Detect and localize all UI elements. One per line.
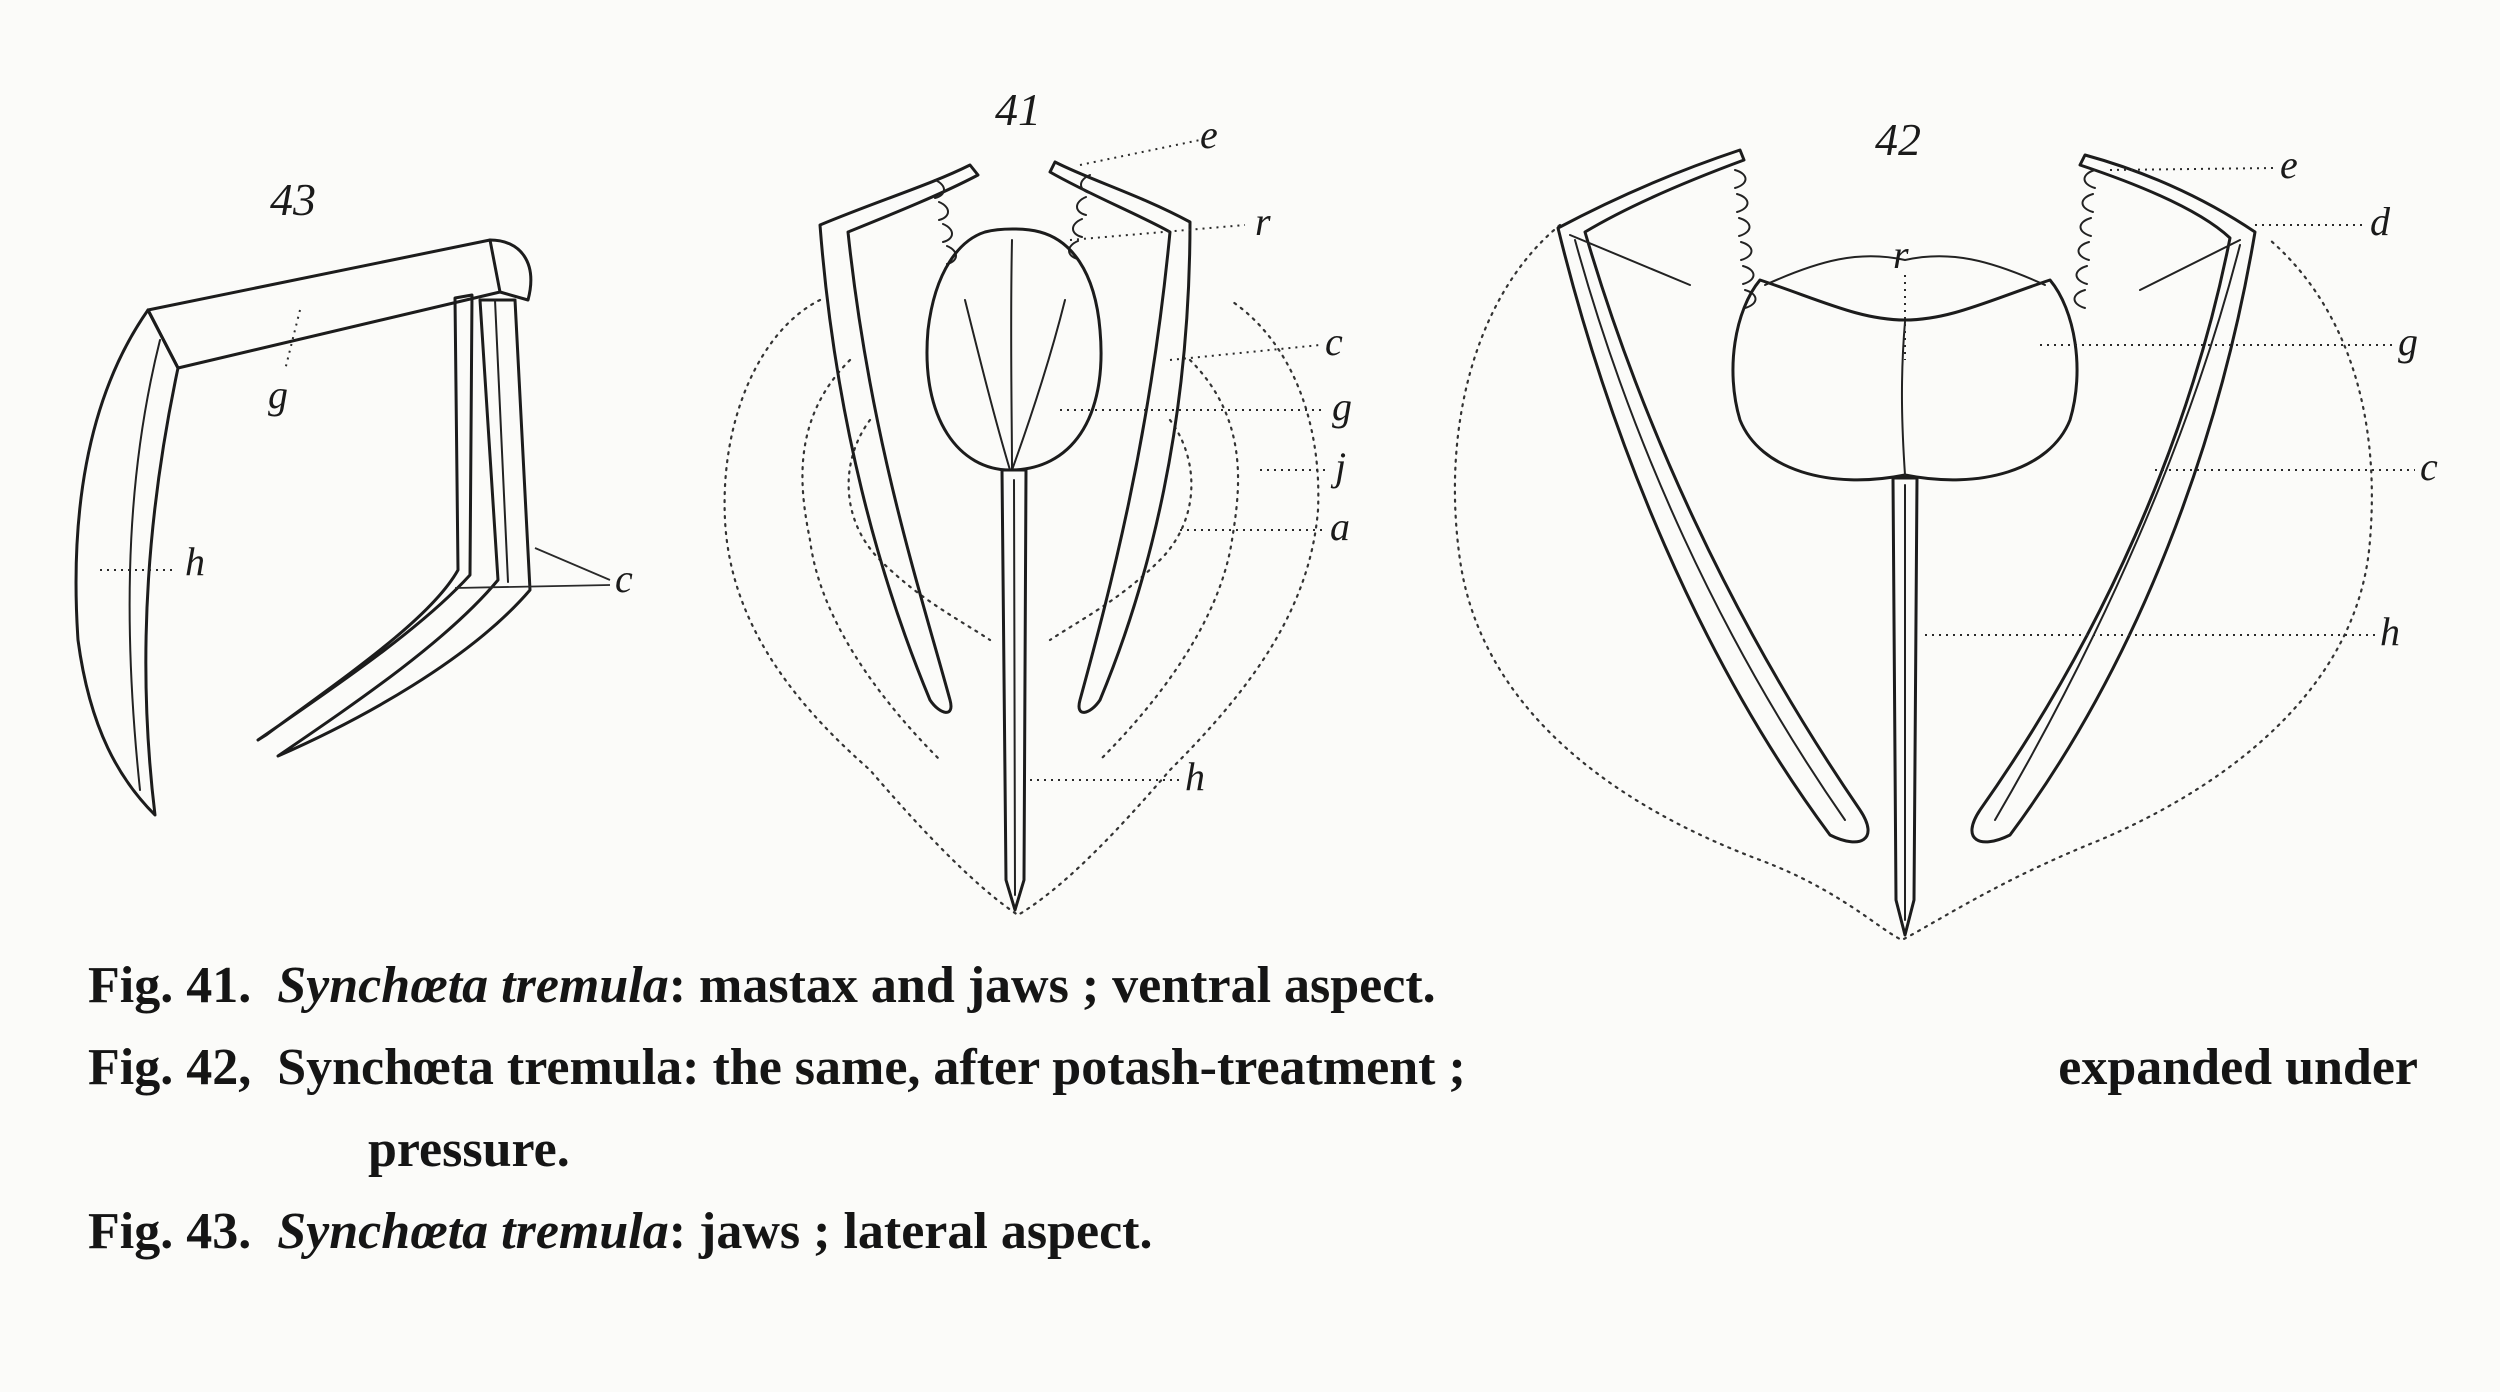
fig42-label-d: d bbox=[2370, 199, 2390, 244]
fig43-ramus-outer bbox=[278, 300, 530, 756]
fig41-lobe-left bbox=[849, 420, 990, 640]
fig41-label-j: j bbox=[1335, 444, 1347, 489]
fig43-leader-c2 bbox=[455, 585, 610, 588]
caption-fig-43 bbox=[88, 1191, 2418, 1273]
caption-fig-42 bbox=[88, 1027, 2418, 1109]
fig43-leader-c1 bbox=[535, 548, 610, 580]
caption-42-prefix: Fig. 42, bbox=[88, 1039, 252, 1096]
caption-43-species: Synchœta tremula bbox=[277, 1203, 669, 1260]
fig43-label-h: h bbox=[185, 539, 205, 584]
fig42-ramus-right bbox=[1972, 155, 2255, 842]
fig42-label-c: c bbox=[2420, 444, 2438, 489]
fig41-inner-outline-left bbox=[802, 360, 940, 760]
fig41-label-g: g bbox=[1332, 384, 1352, 429]
caption-43-prefix: Fig. 43. bbox=[88, 1203, 252, 1260]
fig41-unci-body bbox=[927, 229, 1101, 470]
caption-42-text-part2: expanded under bbox=[2058, 1039, 2418, 1096]
fig41-label-r: r bbox=[1255, 199, 1271, 244]
fig42-label-g: g bbox=[2398, 319, 2418, 364]
fig43-label-c: c bbox=[615, 556, 633, 601]
figure-41-number: 41 bbox=[995, 84, 1041, 135]
fig42-unci-mid bbox=[1902, 322, 1905, 475]
fig41-unci-curve-r bbox=[1012, 300, 1065, 470]
fig41-unci-midline bbox=[1011, 240, 1012, 470]
caption-fig-41 bbox=[88, 945, 2418, 1027]
fig43-ramus-inner bbox=[258, 295, 472, 740]
fig42-label-e: e bbox=[2280, 142, 2298, 187]
fig42-teeth-right bbox=[2075, 170, 2096, 308]
caption-42-continuation: pressure. bbox=[368, 1121, 570, 1178]
fig41-ramus-left bbox=[820, 165, 978, 712]
fig43-ramus-line bbox=[495, 300, 508, 582]
fig41-leader-e bbox=[1080, 140, 1200, 165]
fig42-ramus-left bbox=[1558, 150, 1868, 842]
caption-41-text: : mastax and jaws ; ventral aspect. bbox=[668, 957, 1436, 1014]
fig41-fulcrum-line bbox=[1014, 480, 1015, 895]
fig43-fulcrum bbox=[148, 240, 500, 368]
fig43-manubrium-inner bbox=[130, 340, 160, 790]
fig42-label-r: r bbox=[1893, 232, 1909, 277]
fig42-label-h: h bbox=[2380, 609, 2400, 654]
fig41-unci-curve-l bbox=[965, 300, 1010, 470]
figure-43-number: 43 bbox=[270, 174, 316, 225]
caption-43-text: : jaws ; lateral aspect. bbox=[668, 1203, 1153, 1260]
caption-41-species: Synchœta tremula bbox=[277, 957, 669, 1014]
fig43-label-g: g bbox=[268, 372, 288, 417]
caption-42-text-part1: : the same, after potash-treatment ; bbox=[682, 1039, 1466, 1096]
caption-41-prefix: Fig. 41. bbox=[88, 957, 252, 1014]
fig41-label-c: c bbox=[1325, 319, 1343, 364]
figure-43-drawing bbox=[76, 174, 633, 815]
fig42-line-left bbox=[1570, 235, 1690, 285]
caption-42-species: Synchœta tremula bbox=[277, 1039, 683, 1096]
caption-block bbox=[88, 945, 2418, 1273]
fig41-mastax-outline bbox=[725, 300, 1319, 915]
fig41-leader-r bbox=[1070, 225, 1245, 240]
fig42-teeth-left bbox=[1735, 170, 1756, 308]
fig42-unci bbox=[1733, 280, 2077, 480]
fig43-manubrium bbox=[76, 310, 178, 815]
figure-42-drawing bbox=[1455, 114, 2438, 940]
fig41-label-h: h bbox=[1185, 754, 1205, 799]
figure-41-drawing bbox=[725, 84, 1352, 915]
fig41-label-e: e bbox=[1200, 112, 1218, 157]
fig41-label-a: a bbox=[1330, 504, 1350, 549]
fig41-leader-c bbox=[1170, 345, 1320, 360]
figure-42-number: 42 bbox=[1875, 114, 1921, 165]
